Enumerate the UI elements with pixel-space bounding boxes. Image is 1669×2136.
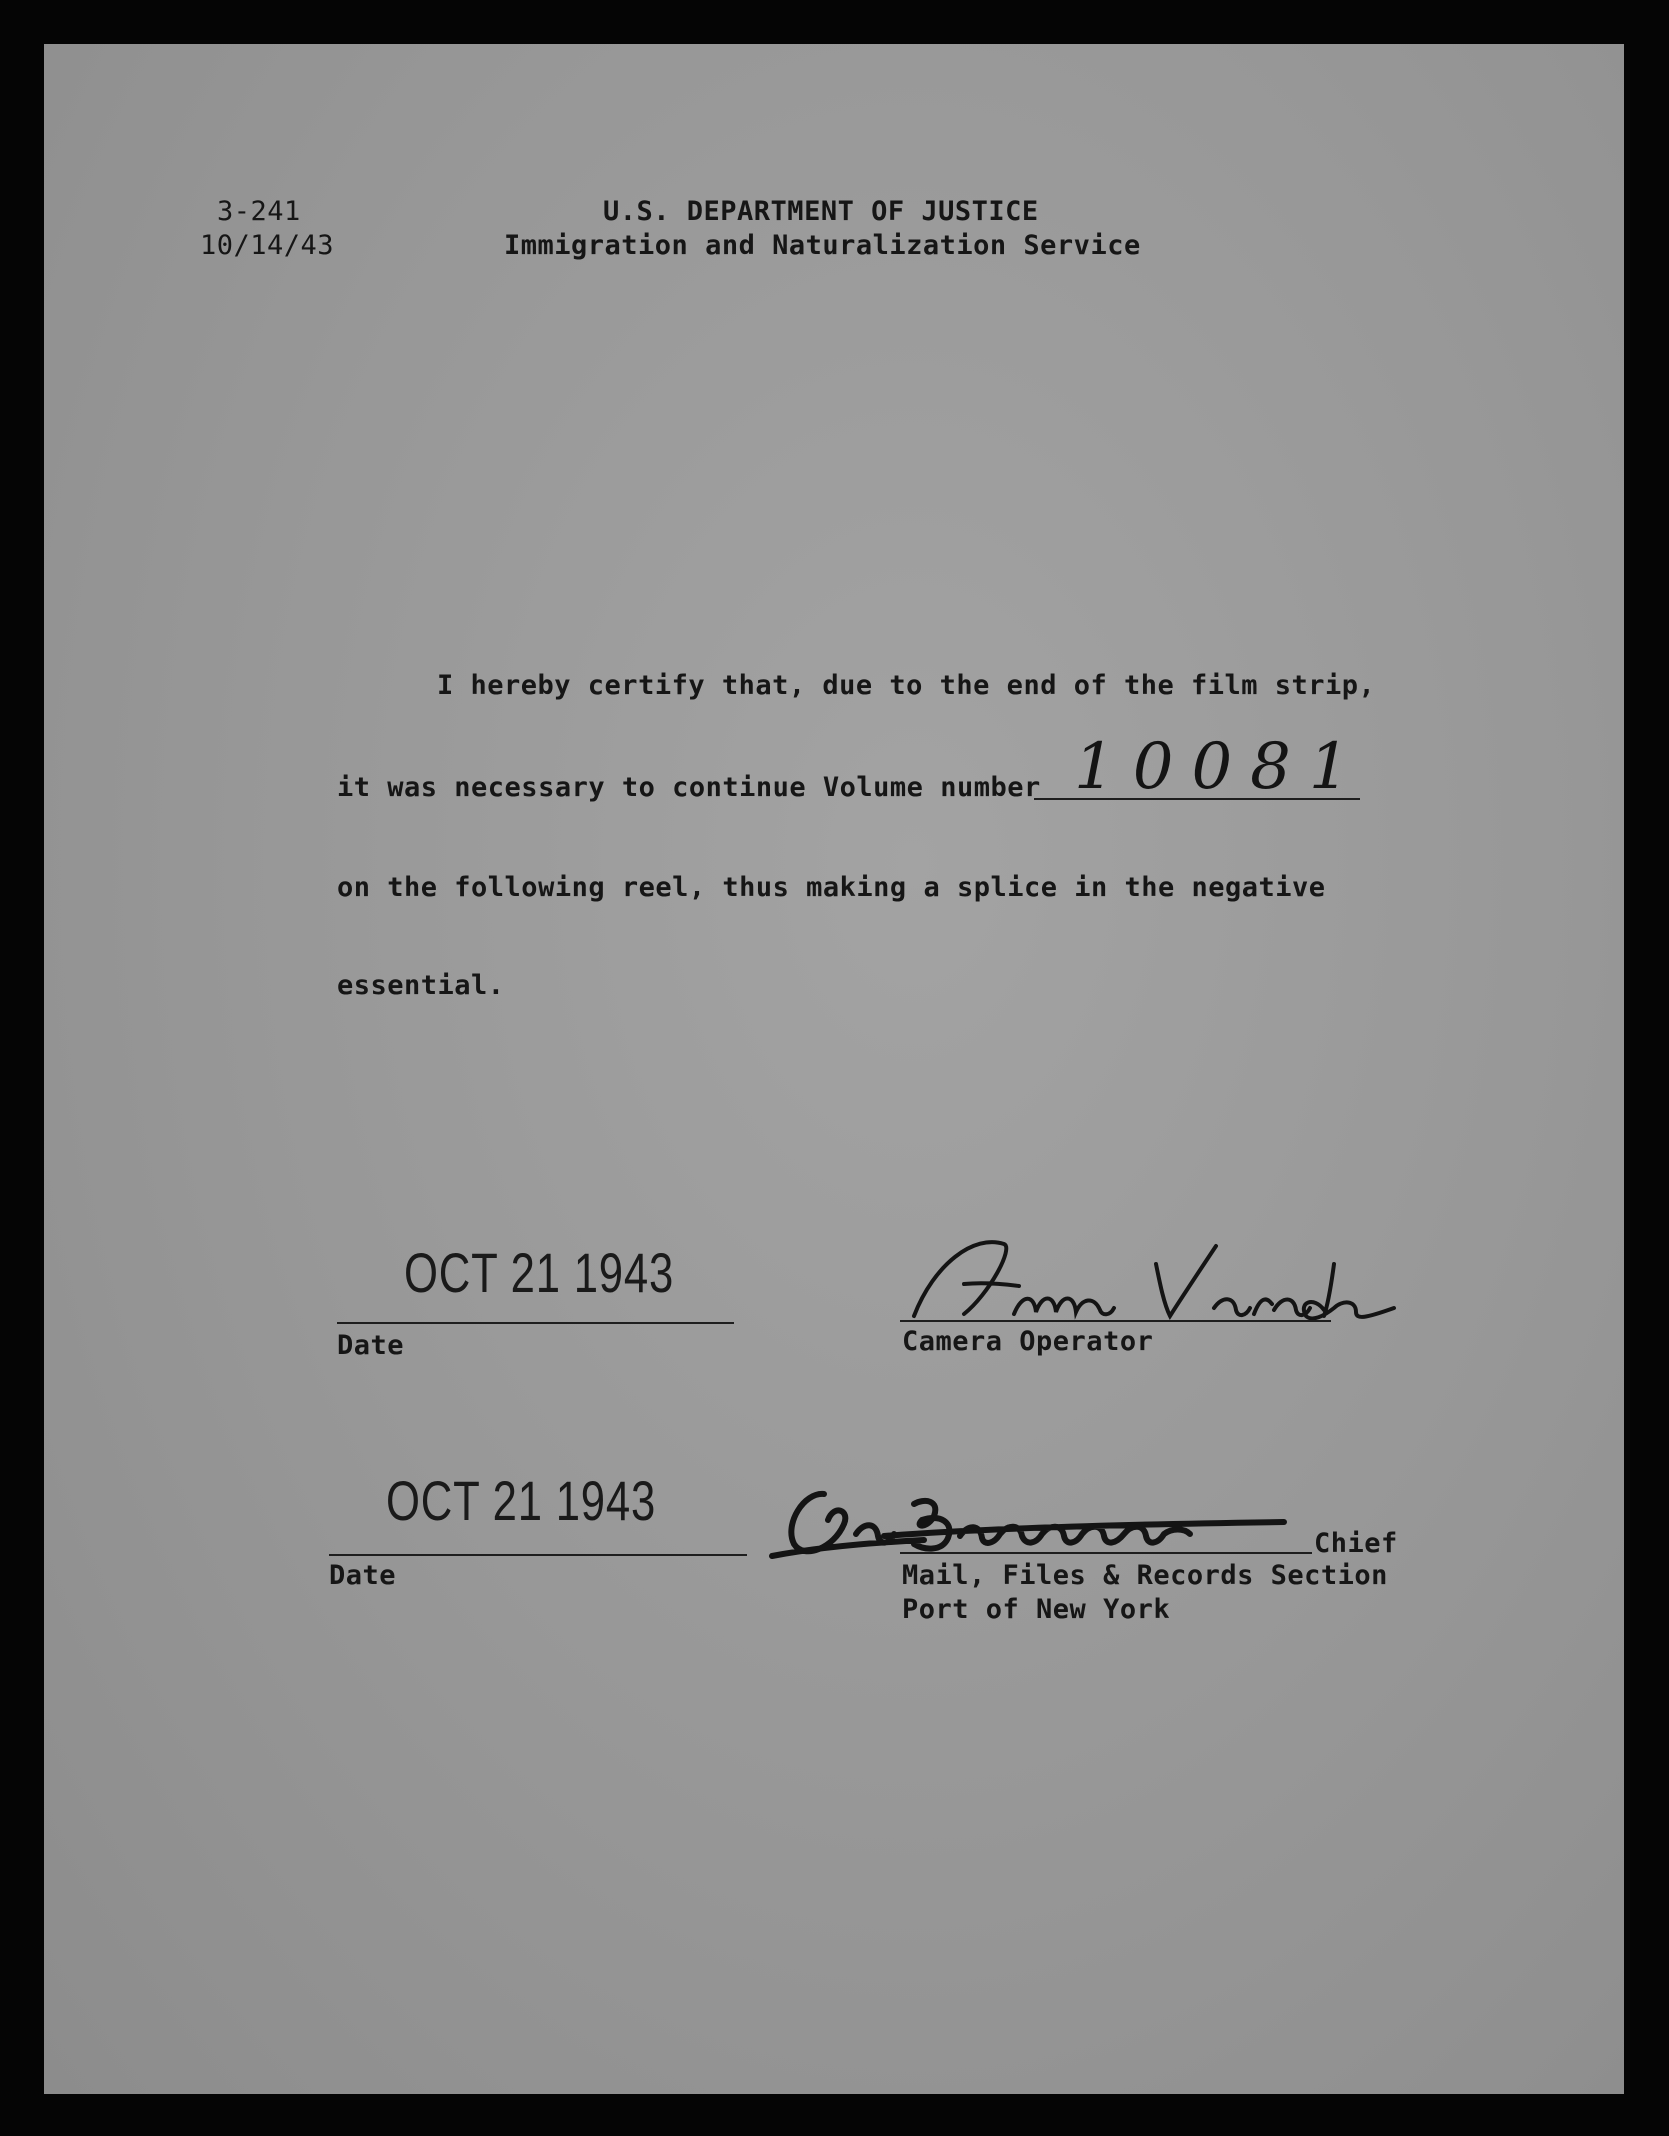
date-label-2: Date [329, 1560, 397, 1591]
port-title: Port of New York [902, 1594, 1171, 1625]
volume-number: 10081 [1074, 730, 1368, 804]
section-title: Mail, Files & Records Section [902, 1560, 1388, 1591]
camera-operator-line [900, 1320, 1331, 1322]
date-line-2 [329, 1554, 747, 1556]
date-label-1: Date [337, 1330, 405, 1361]
certification-line-2: it was necessary to continue Volume number [337, 772, 1041, 803]
form-number: 3-241 [217, 196, 301, 227]
date-stamp-1: OCT 21 1943 [404, 1241, 675, 1304]
date-line-1 [337, 1322, 734, 1324]
document-page [44, 44, 1624, 2094]
certification-line-1: I hereby certify that, due to the end of the film strip, [437, 670, 1376, 701]
form-date: 10/14/43 [200, 230, 335, 261]
chief-signature-line [900, 1552, 1312, 1554]
department-heading: U.S. DEPARTMENT OF JUSTICE [603, 196, 1039, 227]
service-heading: Immigration and Naturalization Service [504, 230, 1141, 261]
camera-operator-title: Camera Operator [902, 1326, 1154, 1357]
date-stamp-2: OCT 21 1943 [386, 1469, 657, 1532]
certification-line-3: on the following reel, thus making a splice in the negative [337, 872, 1326, 903]
certification-line-4: essential. [337, 970, 505, 1001]
chief-signature [764, 1464, 1364, 1574]
chief-title: Chief [1314, 1528, 1398, 1559]
